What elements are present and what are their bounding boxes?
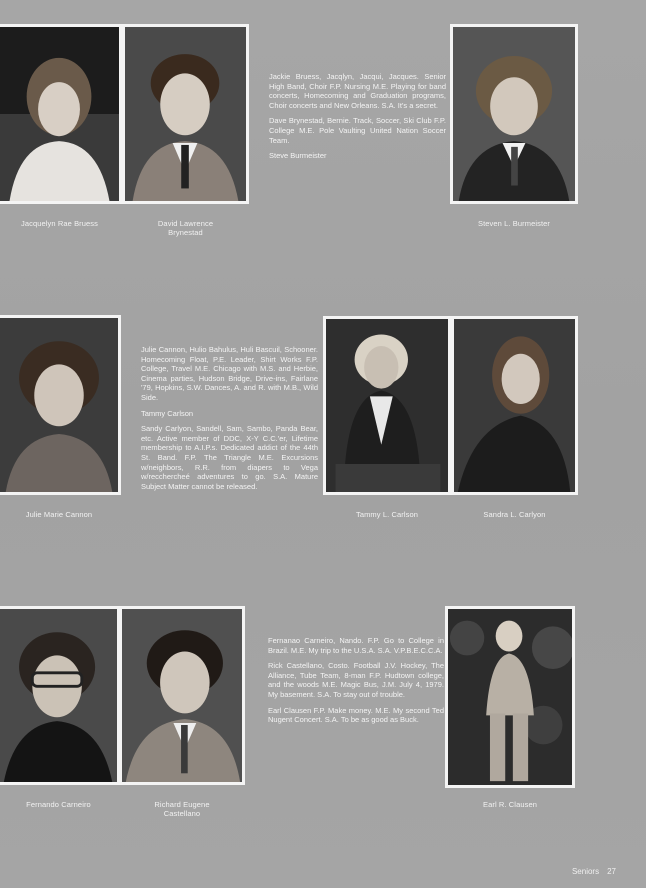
portrait-jacquelyn-bruess — [0, 24, 122, 204]
name-caption: Steven L. Burmeister — [477, 219, 551, 228]
bio-paragraph: Earl Clausen F.P. Make money. M.E. My second Ted Nugent Concert. S.A. To be as good as Buck. — [268, 705, 444, 725]
section-label: Seniors — [571, 867, 600, 876]
bio-paragraph: Jackie Bruess, Jacqlyn, Jacqui, Jacques. Senior High Band, Choir F.P. Nursing M.E. Playing for band concerts, Homecoming and Graduation programs, Choir concerts and New Orleans. S.A. It's a secret. — [269, 72, 446, 110]
name-caption: Sandra L. Carlyon — [483, 510, 546, 519]
portrait-julie-cannon — [0, 315, 121, 495]
name-caption: Earl R. Clausen — [482, 800, 538, 809]
portrait-sandra-carlyon — [451, 316, 578, 495]
portrait-david-brynestad — [122, 24, 249, 204]
portrait-fernando-carneiro — [0, 606, 120, 785]
name-caption: Fernando Carneiro — [26, 800, 91, 809]
portrait-tammy-carlson — [323, 316, 451, 495]
name-caption: Julie Marie Cannon — [25, 510, 93, 519]
portrait-richard-castellano — [119, 606, 245, 785]
name-caption: David Lawrence Brynestad — [157, 219, 214, 237]
portrait-earl-clausen — [445, 606, 575, 788]
bio-paragraph: Dave Brynestad, Bernie. Track, Soccer, Ski Club F.P. College M.E. Pole Vaulting United Nation Soccer Team. — [269, 116, 446, 145]
name-caption: Richard Eugene Castellano — [154, 800, 210, 818]
bio-paragraph: Sandy Carlyon, Sandell, Sam, Sambo, Panda Bear, etc. Active member of DDC, X-Y C.C.'er, Lifetime membership to A.I.P.s. Dedicated addict of the 44th St. Band. F.P. The Triangle M.E. Excursions w/neighbors, R.R. from diapers to Vega w/recchercheé adventures to go. S.A. Mature Subject Matter cannot be released. — [141, 424, 318, 491]
bio-block-2 — [141, 345, 318, 497]
portrait-steven-burmeister — [450, 24, 578, 204]
page-footer — [564, 867, 616, 876]
bio-block-3 — [268, 636, 444, 731]
name-caption: Tammy L. Carlson — [355, 510, 419, 519]
bio-paragraph: Julie Cannon, Hulio Bahulus, Huli Bascuil, Schooner. Homecoming Float, P.E. Leader, Shirt Works F.P. College, Travel M.E. Chicago with M.S. and Herbie, Cinema parties, Hudson Bridge, Drive-ins, Fairlane '79, Hopkins, S.W. Dances, A. and R. with M.B., Wild Side. — [141, 345, 318, 402]
bio-paragraph: Steve Burmeister — [269, 151, 327, 161]
bio-block-1 — [269, 72, 446, 167]
page-number: 27 — [607, 867, 616, 876]
name-caption: Jacquelyn Rae Bruess — [20, 219, 99, 228]
bio-paragraph: Rick Castellano, Costo. Football J.V. Hockey, The Alliance, Tube Team, 8-man F.P. Hudtown college, and the woods M.E. Magic Bus, J.M. July 4, 1979. My basement. S.A. To stay out of trouble. — [268, 661, 444, 699]
bio-paragraph: Tammy Carlson — [141, 408, 194, 418]
bio-paragraph: Fernanao Carneiro, Nando. F.P. Go to College in Brazil. M.E. My trip to the U.S.A. S.A. V.P.B.E.C.C.A. — [268, 636, 444, 655]
